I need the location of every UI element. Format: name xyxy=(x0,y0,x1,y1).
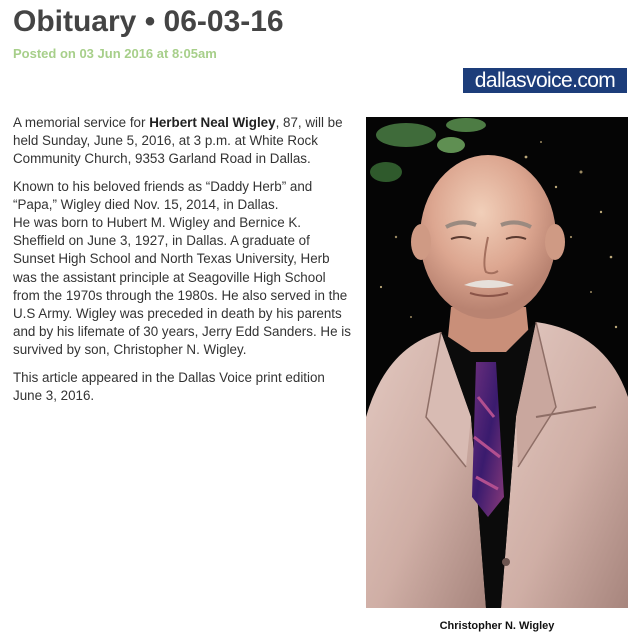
article-paragraph-2 xyxy=(13,178,353,360)
photo-caption: Christopher N. Wigley xyxy=(439,620,555,632)
p1-details: , 87, will be held Sunday, June 5, 2016, at 3 p.m. at White Rock Community Church, 9353 Garland Road in Dallas. xyxy=(13,115,343,167)
deceased-name: Herbert Neal Wigley xyxy=(149,115,276,130)
article-paragraph-1 xyxy=(13,114,353,169)
article-paragraph-3: This article appeared in the Dallas Voice print edition June 3, 2016. xyxy=(13,369,325,403)
dallas-voice-logo[interactable]: dallasvoice.com xyxy=(463,68,627,93)
page-title: Obituary • 06-03-16 xyxy=(13,5,284,38)
portrait-photo xyxy=(366,117,628,608)
post-date: Posted on 03 Jun 2016 at 8:05am xyxy=(13,46,217,61)
p1-intro: A memorial service for xyxy=(13,115,150,130)
p2-line-1: Known to his beloved friends as “Daddy Herb” and “Papa,” Wigley died Nov. 15, 2014, in Dallas. xyxy=(13,178,313,212)
article-body xyxy=(13,114,353,414)
p2-line-2: He was born to Hubert M. Wigley and Bernice K. Sheffield on June 3, 1927, in Dallas. A graduate of Sunset High School and North Texas University, Herb was the assistant principle at Seagoville High School from the 1970s through the 1980s. He also served in the U.S Army. Wigley was preceded in death by his parents and by his lifemate of 30 years, Jerry Edd Sanders. He is survived by son, Christopher N. Wigley. xyxy=(13,215,351,358)
